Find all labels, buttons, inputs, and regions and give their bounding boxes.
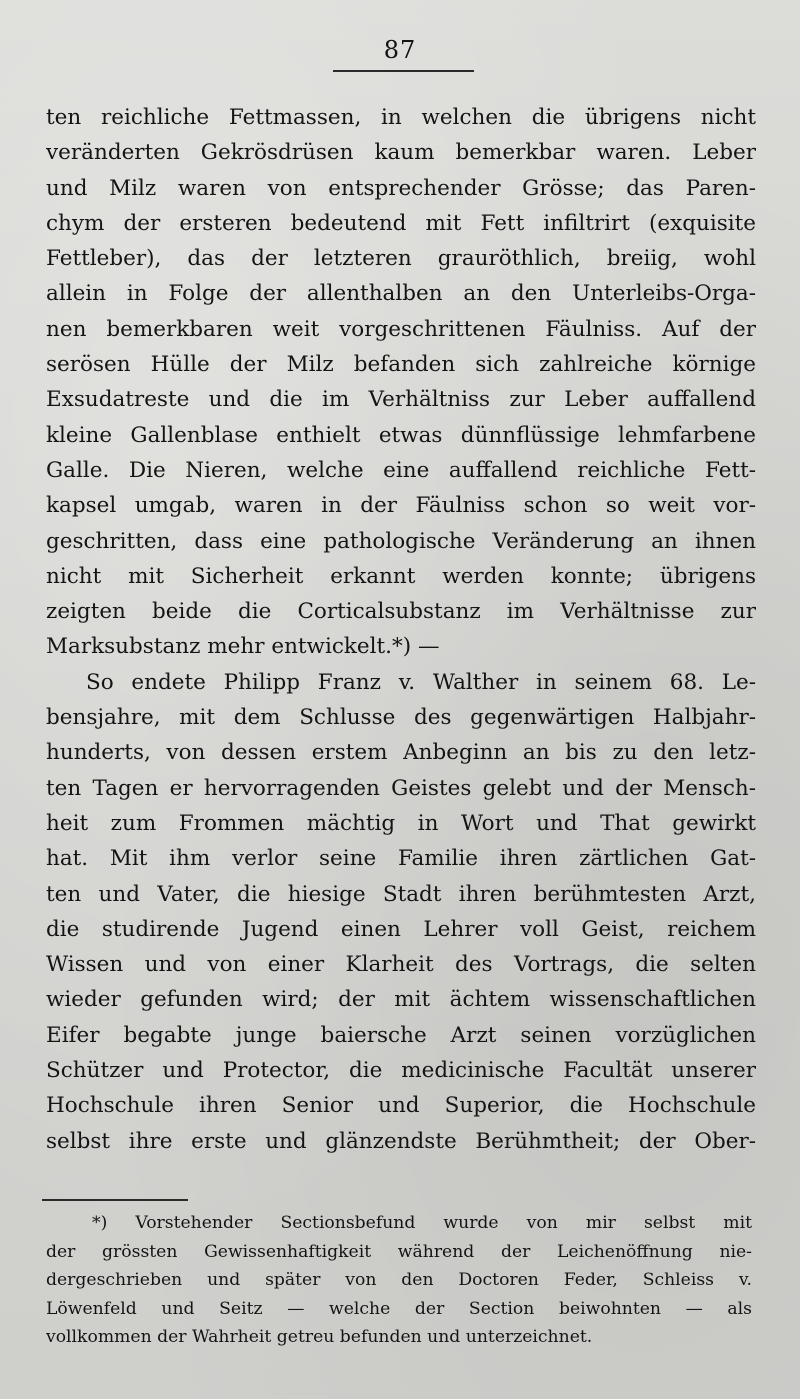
text-line: wieder gefunden wird; der mit ächtem wissenschaftlichen [46, 987, 756, 1013]
footnote-rule [42, 1199, 188, 1201]
text-line: Exsudatreste und die im Verhältniss zur Leber auffallend [46, 387, 756, 413]
footnote [46, 1209, 752, 1352]
body-text [46, 100, 756, 1159]
text-line: Hochschule ihren Senior und Superior, die Hochschule [46, 1093, 756, 1119]
text-line: Fettleber), das der letzteren grauröthlich, breiig, wohl [46, 246, 756, 272]
text-line: chym der ersteren bedeutend mit Fett infiltrirt (exquisite [46, 210, 756, 236]
footnote-line: dergeschrieben und später von den Doctoren Feder, Schleiss v. [46, 1270, 752, 1291]
footnote-line: Löwenfeld und Seitz — welche der Section beiwohnten — als [46, 1298, 752, 1319]
footnote-line: *) Vorstehender Sectionsbefund wurde von mir selbst mit [92, 1213, 752, 1233]
text-line: selbst ihre erste und glänzendste Berühmtheit; der Ober- [46, 1128, 756, 1154]
text-line: hat. Mit ihm verlor seine Familie ihren zärtlichen Gat- [46, 846, 756, 872]
text-line: zeigten beide die Corticalsubstanz im Verhältnisse zur [46, 599, 756, 625]
page-number-rule [333, 70, 474, 72]
text-line: ten reichliche Fettmassen, in welchen die übrigens nicht [46, 105, 756, 130]
text-line: geschritten, dass eine pathologische Veränderung an ihnen [46, 528, 756, 554]
text-line: nen bemerkbaren weit vorgeschrittenen Fäulniss. Auf der [46, 316, 756, 342]
text-line: die studirende Jugend einen Lehrer voll Geist, reichem [46, 916, 756, 942]
text-line: serösen Hülle der Milz befanden sich zahlreiche körnige [46, 352, 756, 378]
footnote-line: vollkommen der Wahrheit getreu befunden und unterzeichnet. [46, 1327, 593, 1348]
text-line: ten und Vater, die hiesige Stadt ihren berühmtesten Arzt, [46, 881, 756, 907]
text-line: hunderts, von dessen erstem Anbeginn an bis zu den letz- [46, 740, 756, 766]
text-line: So endete Philipp Franz v. Walther in seinem 68. Le- [86, 669, 756, 695]
text-line: heit zum Frommen mächtig in Wort und That gewirkt [46, 810, 756, 836]
text-line: ten Tagen er hervorragenden Geistes gelebt und der Mensch- [46, 775, 756, 801]
text-line: Marksubstanz mehr entwickelt.*) — [46, 634, 440, 660]
text-line: kapsel umgab, waren in der Fäulniss schon so weit vor- [46, 493, 756, 519]
text-line: und Milz waren von entsprechender Grösse; das Paren- [46, 175, 756, 201]
text-line: bensjahre, mit dem Schlusse des gegenwärtigen Halbjahr- [46, 705, 756, 731]
text-line: Wissen und von einer Klarheit des Vortrags, die selten [46, 952, 756, 978]
text-line: kleine Gallenblase enthielt etwas dünnflüssige lehmfarbene [46, 422, 756, 448]
text-line: Eifer begabte junge baiersche Arzt seinen vorzüglichen [46, 1022, 756, 1048]
text-line: allein in Folge der allenthalben an den Unterleibs-Orga- [46, 281, 756, 307]
text-line: Schützer und Protector, die medicinische Facultät unserer [46, 1058, 756, 1084]
text-line: Galle. Die Nieren, welche eine auffallend reichliche Fett- [46, 457, 756, 483]
footnote-line: der grössten Gewissenhaftigkeit während der Leichenöffnung nie- [46, 1241, 752, 1262]
text-line: veränderten Gekrösdrüsen kaum bemerkbar waren. Leber [46, 140, 756, 166]
text-line: nicht mit Sicherheit erkannt werden konnte; übrigens [46, 563, 756, 589]
page-number: 87 [383, 36, 417, 64]
